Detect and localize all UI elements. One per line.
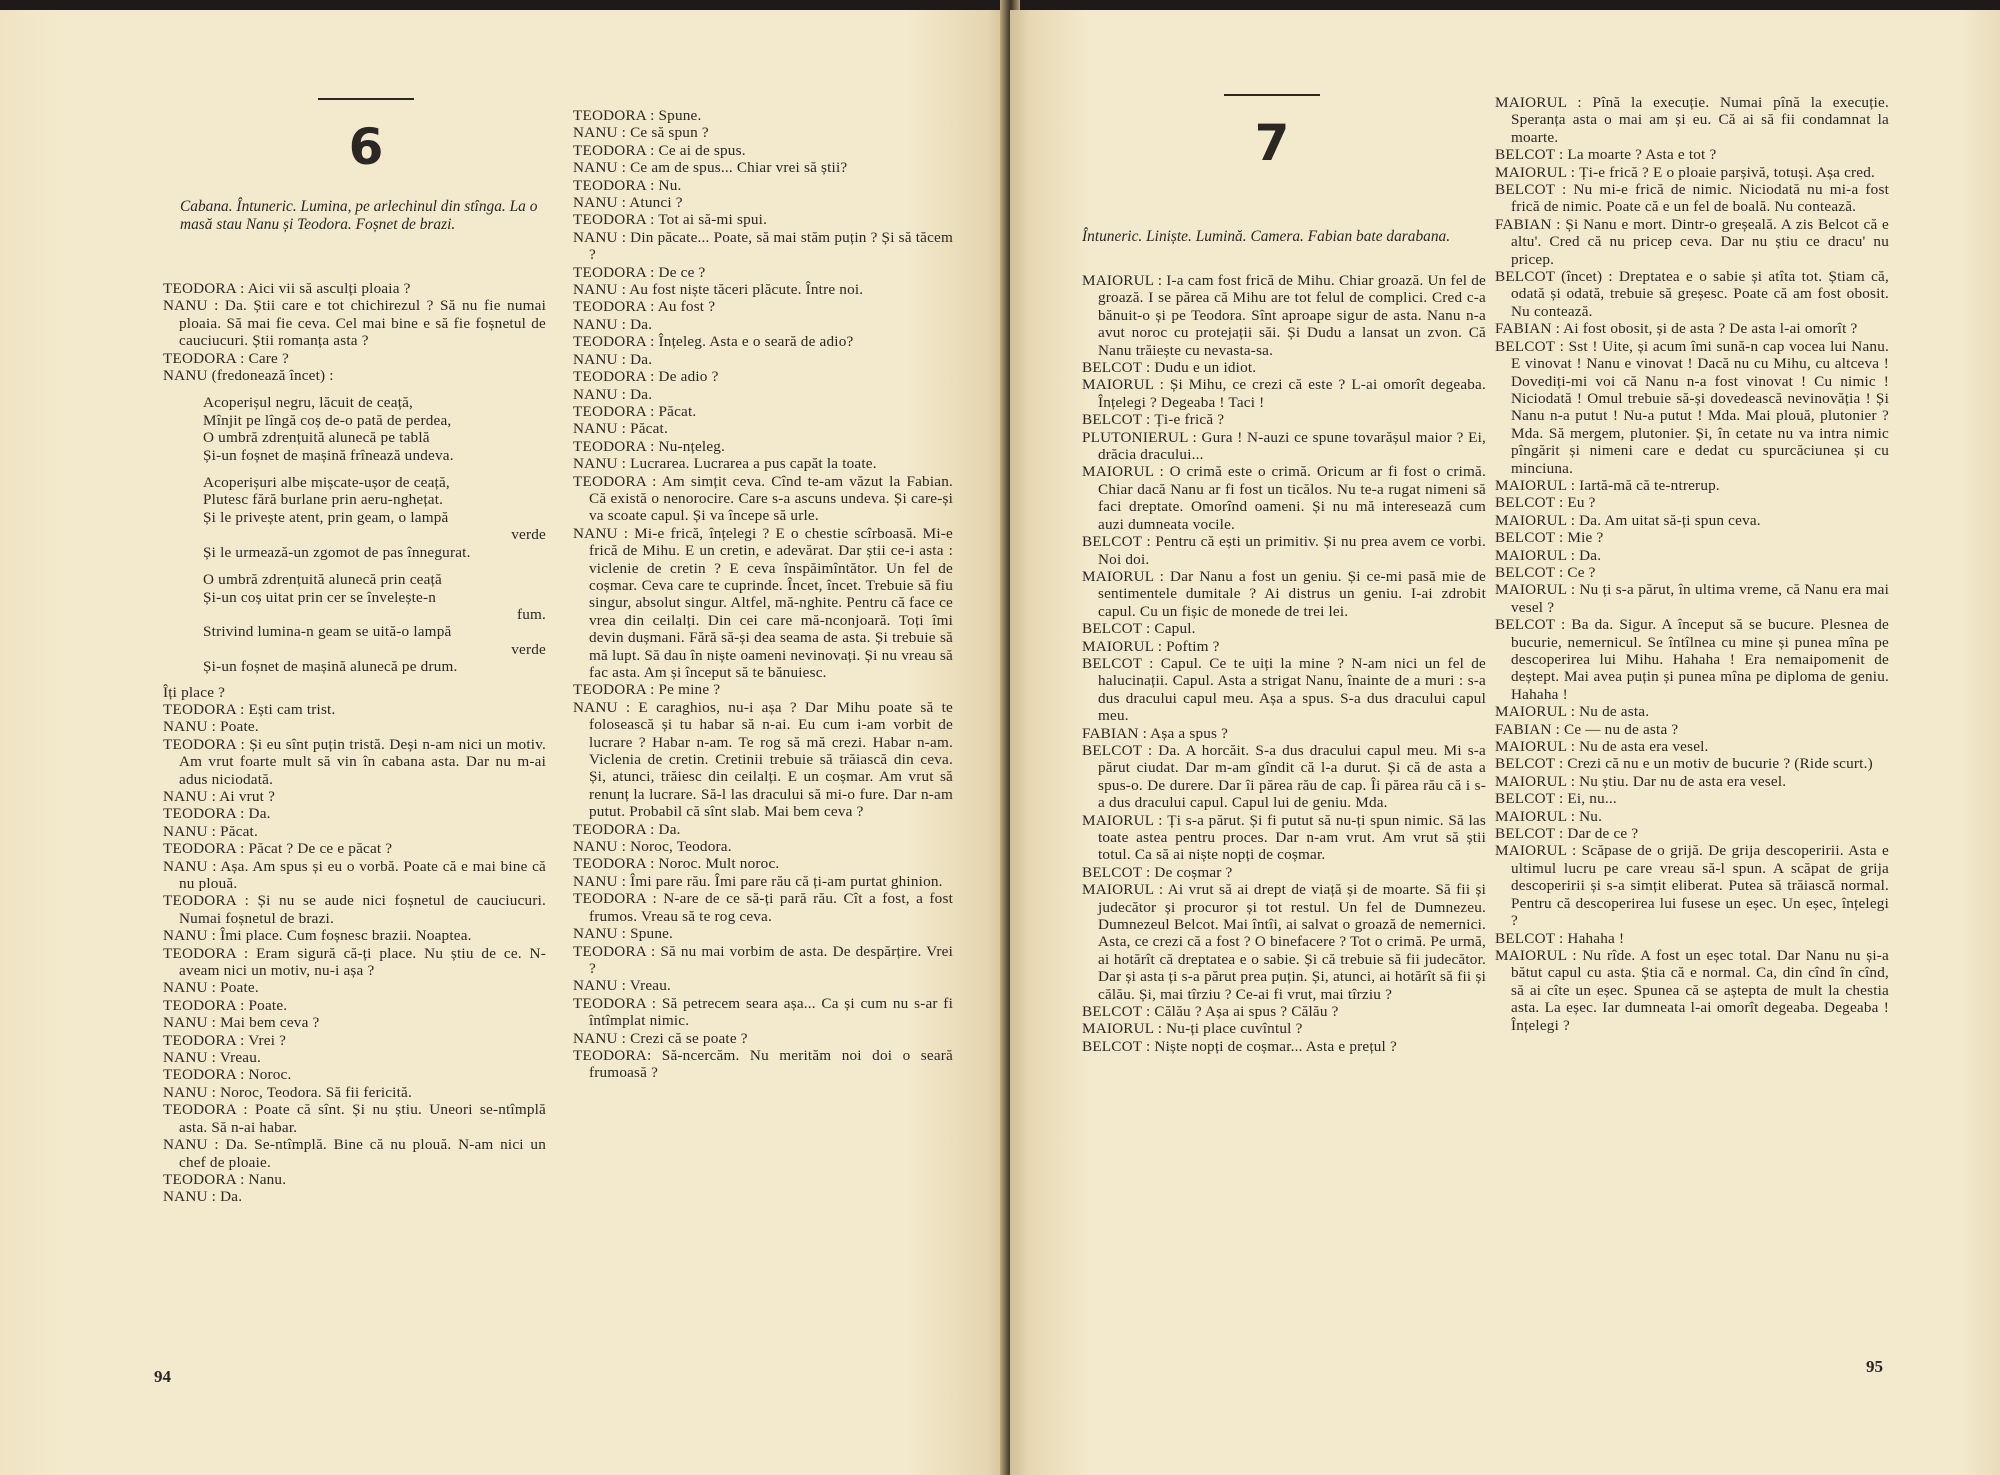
dialogue-line: NANU : Vreau. — [573, 977, 671, 995]
dialogue-line: BELCOT : Dudu e un idiot. — [1082, 359, 1257, 377]
dialogue-line: TEODORA : Am simțit ceva. Cînd te-am văzut la Fabian. Că există o nenorocire. Care s-a ascuns undeva. Și care-și va scoate capul. Și va începe să urle. — [573, 472, 953, 525]
dialogue-line: TEODORA : De adio ? — [573, 368, 719, 386]
dialogue-line: BELCOT (încet) : Dreptatea e o sabie și atîta tot. Știam că, odată și odată, trebuie să greșesc. Poate că am fost obosit. Nu contează. — [1495, 268, 1889, 320]
stage-direction: Întuneric. Liniște. Lumină. Camera. Fabian bate darabana. — [1082, 228, 1451, 245]
dialogue-line: BELCOT : La moarte ? Asta e tot ? — [1495, 146, 1717, 164]
dialogue-line: TEODORA : Da. — [573, 820, 681, 838]
dialogue-line: NANU : Ce să spun ? — [573, 124, 709, 142]
dialogue-line: NANU : Da. — [573, 315, 653, 333]
dialogue-line: TEODORA : Noroc. Mult noroc. — [573, 855, 780, 873]
dialogue-line: MAIORUL : Ți s-a părut. Și fi putut să nu-ți spun nimic. Să las toate astea pentru proces. Dar n-am vrut. Am vrut să știi totul. Ca să ai niște nopți de coșmar. — [1082, 811, 1486, 864]
text-column-2 — [1495, 94, 1889, 1034]
dialogue-line: NANU : Mai bem ceva ? — [163, 1014, 320, 1032]
dialogue-line: NANU : Din păcate... Poate, să mai stăm puțin ? Și să tăcem ? — [573, 228, 953, 264]
dialogue-line: TEODORA : Eram sigură că-ți place. Nu știu de ce. N-aveam nici un motiv, nu-i așa ? — [163, 944, 546, 980]
dialogue-line: BELCOT : Pentru că ești un primitiv. Și nu prea avem ce vorbi. Noi doi. — [1082, 533, 1486, 568]
dialogue-line: NANU : Îmi place. Cum foșnesc brazii. Noaptea. — [163, 927, 472, 945]
dialogue-line: BELCOT : Da. A horcăit. S-a dus dracului capul meu. Mi s-a părut ciudat. Dar m-am gîndit că l-a durut. Și că de asta a spus-o. De durere. Dar îi părea rău de cap. Îi părea rău că i s-a dus dracului capul. Capul lui de geniu. Mda. — [1082, 741, 1486, 812]
dialogue-line: TEODORA : Ce ai de spus. — [573, 141, 746, 159]
text-column-2 — [573, 107, 953, 1082]
dialogue-line: FABIAN : Ce — nu de asta ? — [1495, 720, 1679, 738]
dialogue-line: BELCOT : Ei, nu... — [1495, 790, 1617, 808]
dialogue-line: TEODORA : Înțeleg. Asta e o seară de adio? — [573, 333, 854, 351]
dialogue-line: MAIORUL : Da. — [1495, 546, 1602, 564]
verse-line: Acoperișul negru, lăcuit de ceață, — [203, 394, 414, 412]
dialogue-line: BELCOT : De coșmar ? — [1082, 863, 1233, 881]
stage-direction: Cabana. Întuneric. Lumina, pe arlechinul din stînga. La o masă stau Nanu și Teodora. Foșnet de brazi. — [180, 198, 538, 233]
dialogue-line: BELCOT : Dar de ce ? — [1495, 825, 1639, 843]
verse-line: Strivind lumina-n geam se uită-o lampă — [203, 623, 452, 641]
verse-stanza-2 — [163, 474, 546, 561]
dialogue-line: NANU (fredonează încet) : — [163, 367, 334, 385]
dialogue-line: NANU : Da. Știi care e tot chichirezul ? Să nu fie numai ploaia. Să mai fie ceva. Cel mai bine e să fie foșnetul de cauciucuri. Știi romanța asta ? — [163, 297, 546, 350]
dialogue-line: TEODORA: Să-ncercăm. Nu merităm noi doi o seară frumoasă ? — [573, 1046, 953, 1082]
verse-line: Acoperișuri albe mișcate-ușor de ceață, — [203, 474, 450, 492]
dialogue-line: TEODORA : Ești cam trist. — [163, 700, 336, 718]
dialogue-line: BELCOT : Ți-e frică ? — [1082, 411, 1225, 429]
dialogue-line: MAIORUL : Poftim ? — [1082, 637, 1220, 655]
dialogue-line: TEODORA : Nu. — [573, 176, 682, 194]
dialogue-line: BELCOT : Hahaha ! — [1495, 929, 1625, 947]
dialogue-line: MAIORUL : Nu. — [1495, 807, 1603, 825]
dialogue-line: BELCOT : Niște nopți de coșmar... Asta e prețul ? — [1082, 1037, 1397, 1055]
dialogue-line: MAIORUL : Pînă la execuție. Numai pînă la execuție. Speranța asta o mai am și eu. Că ai să fii condamnat la moarte. — [1495, 94, 1889, 146]
verse-line: Și-un foșnet de mașină alunecă pe drum. — [203, 658, 458, 676]
dialogue-line: NANU : Îmi pare rău. Îmi pare rău că ți-am purtat ghinion. — [573, 872, 943, 890]
dialogue-line: TEODORA : Să petrecem seara așa... Ca și cum nu s-ar fi întîmplat nimic. — [573, 994, 953, 1030]
dialogue-line: TEODORA : Și eu sînt puțin tristă. Deși n-am nici un motiv. Am vrut foarte mult să vin în cabana asta. Dar nu m-ai adus niciodată. — [163, 735, 546, 788]
dialogue-line: MAIORUL : Ți-e frică ? E o ploaie parșivă, totuși. Așa cred. — [1495, 163, 1876, 181]
dialogue-line: MAIORUL : Da. Am uitat să-ți spun ceva. — [1495, 511, 1761, 529]
dialogue-line: NANU : Spune. — [573, 925, 674, 943]
dialogue-line: TEODORA : Păcat ? De ce e păcat ? — [163, 840, 393, 858]
dialogue-line: TEODORA : De ce ? — [573, 263, 706, 281]
dialogue-line: TEODORA : Vrei ? — [163, 1031, 287, 1049]
dialogue-line: MAIORUL : Nu de asta era vesel. — [1495, 738, 1709, 756]
dialogue-line: NANU : Poate. — [163, 979, 259, 997]
dialogue-line: MAIORUL : I-a cam fost frică de Mihu. Chiar groază. Un fel de groază. I se părea că Mihu are tot felul de complici. Cred c-a bănuit-o și pe Teodora. Sînt aproape sigur de asta. Nanu n-a avut noroc cu protejații săi. Și Dudu a lansat un zvon. Că Nanu trăiește cu nevasta-sa. — [1082, 272, 1486, 359]
verse-line: Și le privește atent, prin geam, o lampă — [203, 508, 449, 526]
dialogue-line: BELCOT : Ce ? — [1495, 563, 1596, 581]
verse-line: verde — [511, 526, 546, 544]
dialogue-line: NANU : Noroc, Teodora. Să fii fericită. — [163, 1083, 412, 1101]
verse-line: O umbră zdrențuită alunecă pe tablă — [203, 429, 430, 447]
dialogue-line: Îți place ? — [163, 683, 226, 701]
dialogue-line: BELCOT : Capul. Ce te uiți la mine ? N-am nici un fel de halucinații. Capul. Asta a strigat Nanu, înainte de a muri : s-a dus dracului capul meu. Așa a spus. S-a dus dracului capul meu. — [1082, 654, 1486, 725]
dialogue-line: NANU : Da. — [573, 385, 653, 403]
dialogue-line: BELCOT : Sst ! Uite, și acum îmi sună-n cap vocea lui Nanu. E vinovat ! Nanu e vinovat ! Dacă nu cu Mihu, cu altceva ! Dovediți-mi voi că Nanu n-a fost vinovat ! Cu nimic ! Niciodată ! Omul trebuie să-și dovedească nevinovăția ! Și Nanu n-a putut ! Nu-a putut ! Mda. Mai plouă, plutonier ? Mda. Să mergem, plutonier. Și, în cetate nu va intra nimic pîngărit și nimeni care e dedat cu spurcăciunea și cu minciuna. — [1495, 337, 1889, 477]
dialogue-line: TEODORA : Tot ai să-mi spui. — [573, 211, 768, 229]
dialogue-line: TEODORA : Să nu mai vorbim de asta. De despărțire. Vrei ? — [573, 942, 953, 977]
page-number: 94 — [154, 1367, 171, 1386]
dialogue-line: MAIORUL : O crimă este o crimă. Oricum ar fi fost o crimă. Chiar dacă Nanu ar fi fost un ticălos. Nu te-a rugat nimeni să faci dreptate. Omorînd oameni. Și nu mă interesează cum auzi dumneata vocile. — [1082, 463, 1486, 533]
dialogue-line: NANU : Poate. — [163, 718, 259, 736]
page-number: 95 — [1866, 1357, 1883, 1376]
dialogue-block-a — [163, 280, 546, 384]
dialogue-line: NANU : Lucrarea. Lucrarea a pus capăt la toate. — [573, 455, 877, 473]
text-column-1 — [163, 280, 546, 1206]
dialogue-block-b — [163, 684, 546, 1206]
verse-line: O umbră zdrențuită alunecă prin ceață — [203, 571, 442, 589]
dialogue-line: NANU : E caraghios, nu-i așa ? Dar Mihu poate să te folosească și tu habar să n-ai. Eu cum i-am vorbit de lucrare ? Habar n-am. Te rog să mă crezi. Habar n-am. Viclenia de cretin. Cretinii trebuie să trăiască din ceva. Și, atunci, trăiesc din ceilalți. E un coșmar. Am vrut să renunț la lucrare. Să-l las dracului să mi-o fure. Dar n-am putut. Probabil că sînt slab. Mai bem ceva ? — [573, 698, 953, 821]
chapter-rule — [1224, 94, 1320, 96]
dialogue-line: TEODORA : Nu-nțeleg. — [573, 437, 726, 455]
dialogue-line: BELCOT : Eu ? — [1495, 494, 1596, 512]
dialogue-line: NANU : Ai vrut ? — [163, 787, 276, 805]
dialogue-line: NANU : Noroc, Teodora. — [573, 838, 732, 856]
dialogue-line: TEODORA : N-are de ce să-ți pară rău. Cît a fost, a fost frumos. Vreau să te rog ceva. — [573, 890, 953, 925]
dialogue-line: PLUTONIERUL : Gura ! N-auzi ce spune tovarășul maior ? Ei, drăcia dracului... — [1082, 428, 1486, 464]
verse-line: Și-un foșnet de mașină frînează undeva. — [203, 446, 454, 464]
dialogue-line: MAIORUL : Nu-ți place cuvîntul ? — [1082, 1020, 1303, 1038]
dialogue-line: NANU : Vreau. — [163, 1049, 261, 1067]
dialogue-line: NANU : Crezi că se poate ? — [573, 1029, 748, 1047]
dialogue-line: NANU : Atunci ? — [573, 194, 683, 212]
verse-line: verde — [511, 640, 546, 658]
dialogue-line: NANU : Așa. Am spus și eu o vorbă. Poate că e mai bine că nu plouă. — [163, 857, 546, 892]
dialogue-line: MAIORUL : Iartă-mă că te-ntrerup. — [1495, 476, 1720, 494]
dialogue-line: MAIORUL : Nu de asta. — [1495, 703, 1650, 721]
dialogue-line: TEODORA : Aici vii să asculți ploaia ? — [163, 280, 411, 297]
verse-line: Plutesc fără burlane prin aeru-nghețat. — [203, 491, 444, 509]
dialogue-line: NANU : Au fost niște tăceri plăcute. Între noi. — [573, 281, 864, 299]
chapter-number: 7 — [1254, 114, 1290, 172]
verse-line: Și le urmează-un zgomot de pas înnegurat. — [203, 543, 471, 561]
dialogue-line: TEODORA : Spune. — [573, 107, 702, 124]
dialogue-line: NANU : Da. Se-ntîmplă. Bine că nu plouă. N-am nici un chef de ploaie. — [163, 1136, 546, 1171]
right-page — [1010, 10, 2000, 1475]
dialogue-line: MAIORUL : Dar Nanu a fost un geniu. Și ce-mi pasă mie de sentimentele dumitale ? Ai distrus un geniu. I-ai zdrobit capul. Cu un fișic de monede de trei lei. — [1082, 567, 1486, 620]
dialogue-line: NANU : Ce am de spus... Chiar vrei să știi? — [573, 159, 848, 177]
dialogue-line: BELCOT : Capul. — [1082, 620, 1196, 638]
chapter-number: 6 — [348, 118, 384, 176]
dialogue-line: MAIORUL : Scăpase de o grijă. De grija descoperirii. Asta e ultimul lucru pe care vreau să-l spun. A scăpat de grija descoperirii și s-a simțit eliberat. Putea să trăiască normal. Pentru că descoperirea lui fusese un eșec. Un eșec, înțelegi ? — [1495, 842, 1889, 930]
verse-stanza-3 — [163, 571, 546, 675]
dialogue-line: FABIAN : Și Nanu e mort. Dintr-o greșeală. A zis Belcot că e altu'. Cred că nu pricep ceva. Dar nu știu ce dracu' nu pricep. — [1495, 215, 1889, 268]
dialogue-line: TEODORA : Pe mine ? — [573, 681, 721, 699]
dialogue-line: FABIAN : Așa a spus ? — [1082, 724, 1229, 742]
dialogue-line: TEODORA : Da. — [163, 805, 271, 823]
dialogue-line: MAIORUL : Nu rîde. A fost un eșec total. Dar Nanu nu și-a bătut capul cu asta. Știa că e normal. Ca, din cînd în cînd, să ai cîte un eșec. Spunea că se aștepta de mult la chestia asta. La eșec. Iar dumneata l-ai omorît degeaba. Degeaba ! Înțelegi ? — [1495, 946, 1889, 1034]
dialogue-line: NANU : Mi-e frică, înțelegi ? E o chestie scîrboasă. Mi-e frică de Mihu. E un cretin, e adevărat. Dar știi ce-i asta : viclenie de cretin ? E ceva înspăimîntător. Un fel de coșmar. Ceva care te cuprinde. Încet, încet. Trebuie să fiu singur, absolut singur. Altfel, mă-nghite. Pentru că face ce vrea din ceilalți. Din cei care mă-nconjoară. Toți îmi devin dușmani. Fără să-și dea seama de asta. Și trebuie să mă lupt. Să dau în niște oameni nevinovați. Și nu vreau să fac asta. Am și început să te bănuiesc. — [573, 524, 953, 681]
dialogue-line: TEODORA : Păcat. — [573, 402, 697, 420]
dialogue-line: MAIORUL : Nu știu. Dar nu de asta era vesel. — [1495, 772, 1787, 790]
verse-line: Mînjit pe lîngă coș de-o pată de perdea, — [203, 411, 452, 429]
dialogue-line: TEODORA : Și nu se aude nici foșnetul de cauciucuri. Numai foșnetul de brazi. — [163, 892, 546, 927]
dialogue-line: NANU : Da. — [163, 1188, 243, 1206]
verse-line: fum. — [516, 605, 546, 623]
dialogue-line: NANU : Păcat. — [573, 420, 668, 438]
dialogue-line: NANU : Da. — [573, 350, 653, 368]
dialogue-line: BELCOT : Ba da. Sigur. A început să se bucure. Plesnea de bucurie, nemernicul. Se întîlnea cu mine și punea mîna pe descoperirea lui Mihu. Hahaha ! Era nemaipomenit de deștept. Mai avea puțin și punea mîna pe diploma de geniu. Hahaha ! — [1495, 616, 1889, 703]
dialogue-line: TEODORA : Au fost ? — [573, 298, 716, 316]
dialogue-line: NANU : Păcat. — [163, 822, 258, 840]
dialogue-line: TEODORA : Care ? — [163, 349, 289, 367]
dialogue-line: MAIORUL : Și Mihu, ce crezi că este ? L-ai omorît degeaba. Înțelegi ? Degeaba ! Taci ! — [1082, 376, 1486, 411]
verse-stanza-1 — [163, 394, 546, 464]
dialogue-line: BELCOT : Mie ? — [1495, 529, 1604, 547]
left-page — [0, 10, 1008, 1475]
dialogue-line: FABIAN : Ai fost obosit, și de asta ? De asta l-ai omorît ? — [1495, 320, 1858, 338]
dialogue-line: TEODORA : Noroc. — [163, 1066, 292, 1084]
text-column-1 — [1082, 272, 1486, 1055]
dialogue-line: BELCOT : Nu mi-e frică de nimic. Niciodată nu mi-a fost frică de nimic. Poate că e un fel de boală. Nu contează. — [1495, 181, 1889, 216]
dialogue-line: MAIORUL : Nu ți s-a părut, în ultima vreme, că Nanu era mai vesel ? — [1495, 581, 1889, 616]
chapter-rule — [318, 98, 414, 100]
dialogue-line: TEODORA : Poate că sînt. Și nu știu. Uneori se-ntîmplă asta. Să n-ai habar. — [163, 1101, 546, 1136]
verse-line: Și-un coș uitat prin cer se învelește-n — [203, 588, 437, 606]
dialogue-line: MAIORUL : Ai vrut să ai drept de viață și de moarte. Să fii și judecător și procuror și tot restul. Un fel de Dumnezeu. Dumnezeul Belcot. Mai întîi, ai salvat o groază de nemernici. Asta, ce crezi că a fost ? O binefacere ? Tot o crimă. Pe urmă, ai hotărît că dreptatea e o sabie. Și că trebuie să fii judecător. Dar și asta ți s-a părut prea puțin. Și, atunci, ai hotărît să fii și călău. Și, mai tîrziu ? Ce-ai fi vrut, mai tîrziu ? — [1082, 881, 1486, 1003]
dialogue-line: BELCOT : Crezi că nu e un motiv de bucurie ? (Ride scurt.) — [1495, 755, 1873, 773]
dialogue-line: TEODORA : Nanu. — [163, 1170, 287, 1188]
dialogue-line: TEODORA : Poate. — [163, 996, 288, 1014]
dialogue-line: BELCOT : Călău ? Așa ai spus ? Călău ? — [1082, 1003, 1339, 1021]
